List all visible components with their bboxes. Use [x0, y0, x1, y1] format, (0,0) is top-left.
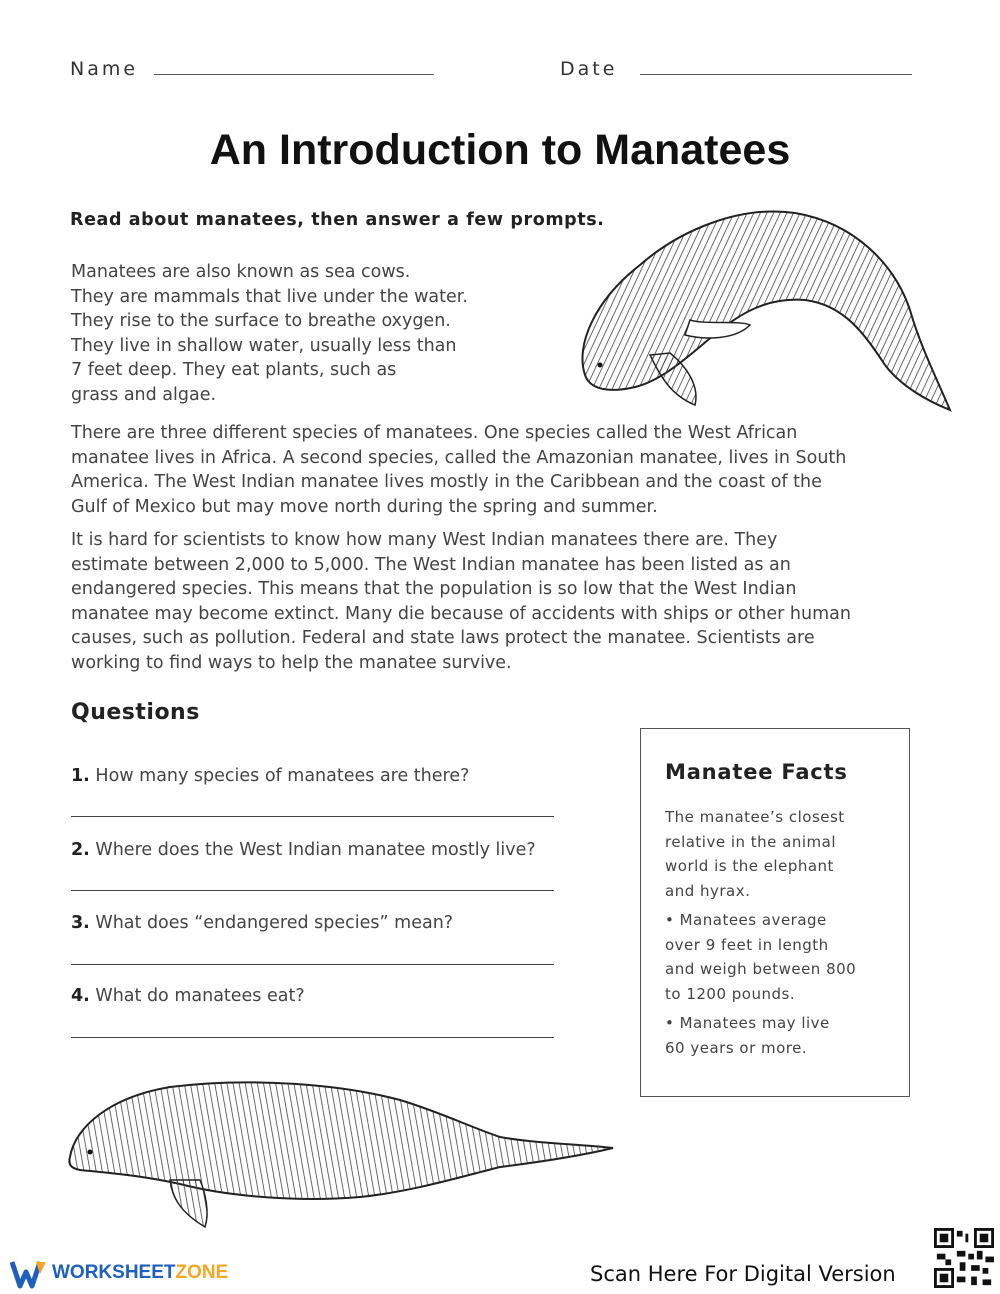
intro-line: They rise to the surface to breathe oxygen. [71, 311, 451, 332]
question-number: 1. [71, 766, 90, 786]
question-text: What does “endangered species” mean? [95, 913, 454, 933]
paragraph-line: America. The West Indian manatee lives mostly in the Caribbean and the coast of the [71, 472, 822, 493]
fact-line: • Manatees may live [665, 1014, 830, 1032]
question-1 [71, 766, 469, 786]
intro-line: They are mammals that live under the water. [71, 286, 468, 307]
paragraph-line: manatee lives in Africa. A second species, called the Amazonian manatee, lives in South [71, 447, 847, 468]
question-3 [71, 913, 453, 933]
questions-heading: Questions [71, 700, 200, 725]
fact-line: and weigh between 800 [665, 960, 857, 979]
worksheet-zone-logo-icon [10, 1258, 48, 1290]
brand-name [52, 1262, 228, 1284]
question-text: Where does the West Indian manatee mostly live? [95, 840, 536, 860]
population-paragraph [71, 528, 951, 676]
intro-paragraph [71, 260, 541, 408]
fact-line: The manatee’s closest [665, 808, 845, 826]
fact-line: world is the elephant [665, 857, 834, 876]
date-label: Date [560, 58, 618, 80]
fact-size [665, 908, 895, 1006]
answer-line-1[interactable] [71, 816, 554, 817]
question-2 [71, 840, 536, 860]
brand-part-1: WORKSHEET [52, 1262, 176, 1283]
paragraph-line: manatee may become extinct. Many die because of accidents with ships or other human [71, 603, 851, 624]
fact-line: over 9 feet in length [665, 935, 829, 954]
intro-line: 7 feet deep. They eat plants, such as [71, 360, 397, 381]
qr-code-icon[interactable] [934, 1228, 994, 1288]
paragraph-line: working to find ways to help the manatee survive. [71, 652, 512, 673]
intro-line: grass and algae. [71, 384, 217, 405]
fact-line: • Manatees average [665, 911, 827, 929]
question-text: How many species of manatees are there? [95, 766, 470, 786]
intro-line: Manatees are also known as sea cows. [71, 262, 411, 282]
fact-line: and hyrax. [665, 881, 751, 900]
name-label: Name [70, 58, 139, 80]
scan-text: Scan Here For Digital Version [590, 1262, 896, 1286]
page-title: An Introduction to Manatees [209, 126, 791, 174]
answer-line-2[interactable] [71, 890, 554, 891]
question-number: 3. [71, 913, 90, 933]
fact-line: 60 years or more. [665, 1038, 808, 1057]
answer-line-3[interactable] [71, 964, 554, 965]
question-number: 4. [71, 986, 90, 1006]
paragraph-line: endangered species. This means that the population is so low that the West Indian [71, 579, 797, 600]
fact-line: relative in the animal [665, 832, 837, 851]
manatee-illustration [565, 205, 955, 420]
fact-line: to 1200 pounds. [665, 984, 796, 1003]
question-number: 2. [71, 840, 90, 860]
facts-title: Manatee Facts [665, 760, 848, 784]
brand-part-2: ZONE [175, 1262, 229, 1283]
paragraph-line: It is hard for scientists to know how many West Indian manatees there are. They [71, 530, 778, 550]
date-line[interactable] [640, 74, 912, 75]
paragraph-line: Gulf of Mexico but may move north during the spring and summer. [71, 496, 658, 517]
name-line[interactable] [154, 74, 434, 75]
manatee-illustration [60, 1072, 620, 1232]
question-text: What do manatees eat? [95, 986, 305, 1006]
fact-lifespan [665, 1011, 895, 1060]
paragraph-line: There are three different species of manatees. One species called the West African [71, 423, 798, 443]
paragraph-line: estimate between 2,000 to 5,000. The West Indian manatee has been listed as an [71, 554, 791, 575]
answer-line-4[interactable] [71, 1037, 554, 1038]
species-paragraph [71, 421, 951, 519]
paragraph-line: causes, such as pollution. Federal and state laws protect the manatee. Scientists are [71, 628, 815, 649]
question-4 [71, 986, 305, 1006]
instruction: Read about manatees, then answer a few prompts. [70, 210, 605, 230]
fact-closest-relative [665, 805, 895, 903]
intro-line: They live in shallow water, usually less than [71, 335, 457, 356]
